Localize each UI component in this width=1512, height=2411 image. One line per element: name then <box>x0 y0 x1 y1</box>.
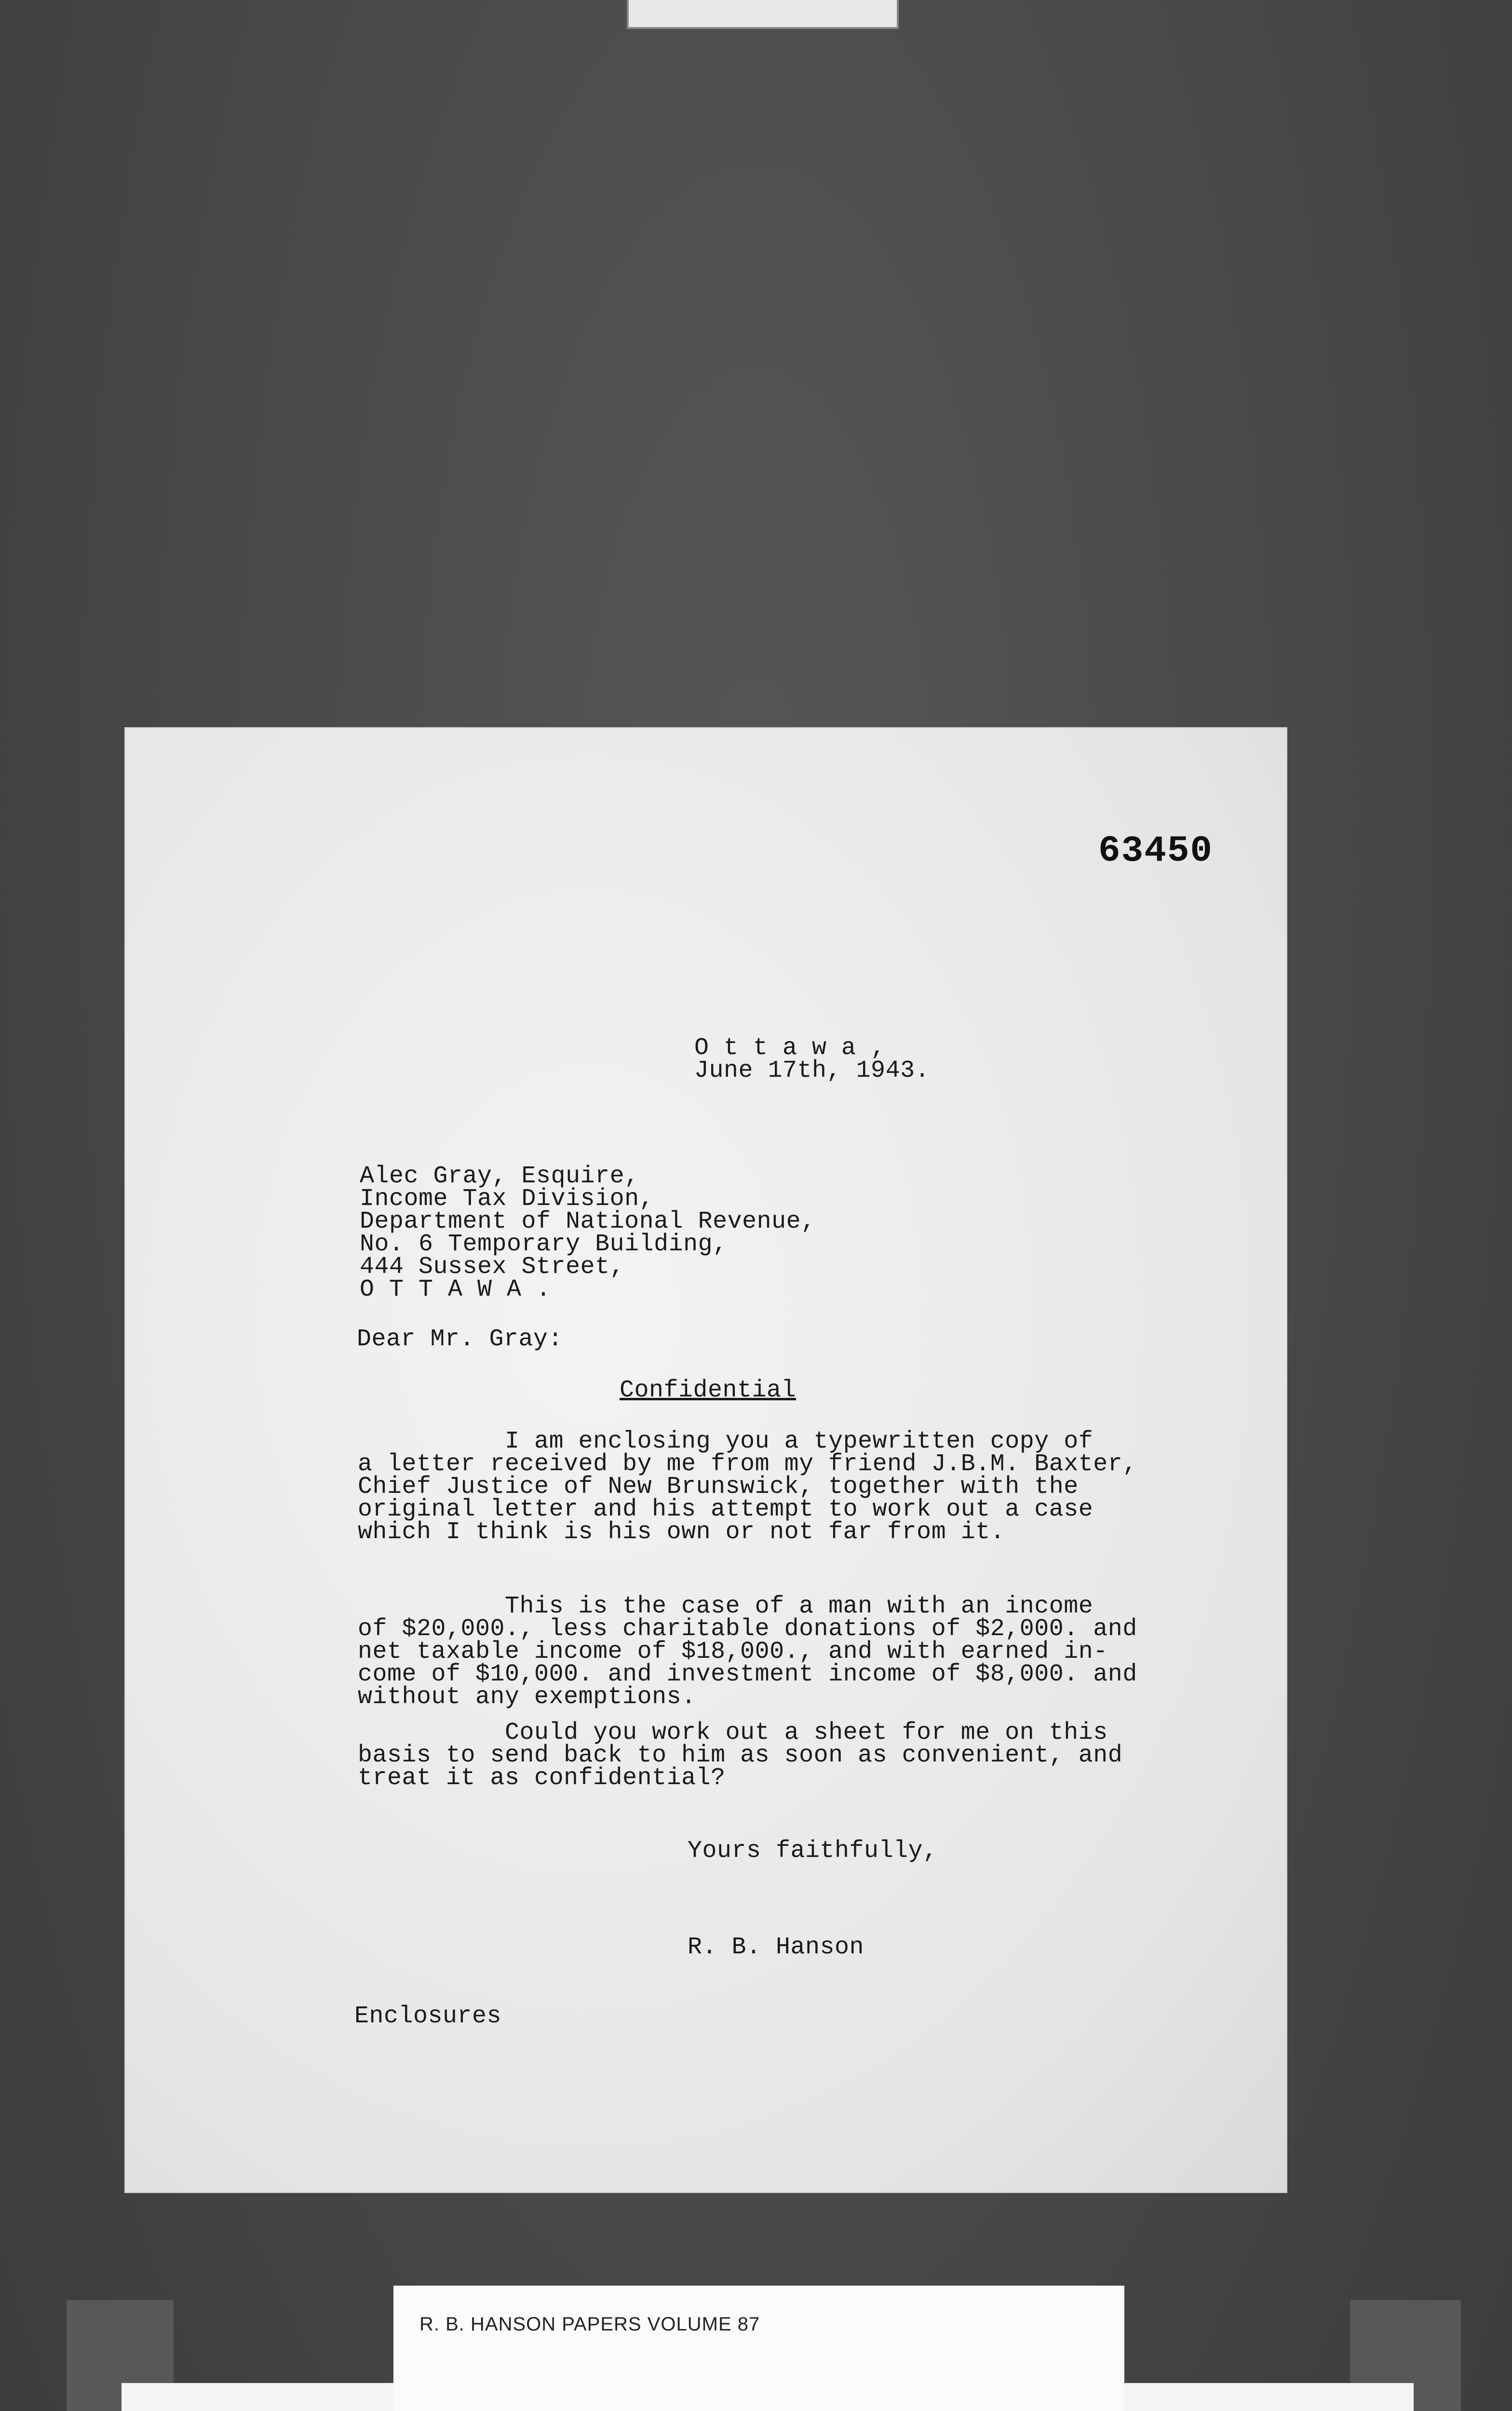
recipient-address: Alec Gray, Esquire, Income Tax Division, Department of National Revenue, No. 6 Temporary Building, 444 Sussex Street, O T T A W A . <box>360 1163 816 1303</box>
body-paragraph-3: Could you work out a sheet for me on this basis to send back to him as soon as convenient, and treat it as confidential? <box>358 1719 1123 1792</box>
place-date: O t t a w a , June 17th, 1943. <box>694 1034 930 1084</box>
collection-label <box>393 2286 1124 2411</box>
reference-number: 63450 <box>1098 830 1214 872</box>
salutation: Dear Mr. Gray: <box>357 1326 563 1353</box>
collection-label-text: R. B. HANSON PAPERS VOLUME 87 <box>419 2314 760 2335</box>
body-paragraph-2: This is the case of a man with an income of $20,000., less charitable donations of $2,000. and net taxable income of $18,000., and with earned in- come of $10,000. and investment income of $8,000. and without any exemptions. <box>358 1593 1137 1711</box>
body-paragraph-1: I am enclosing you a typewritten copy of a letter received by me from my friend J.B.M. Baxter, Chief Justice of New Brunswick, together with the original letter and his attempt to work out a case which I think is his own or not far from it. <box>358 1428 1137 1546</box>
top-mount-tab <box>627 0 899 29</box>
closing: Yours faithfully, <box>688 1837 938 1865</box>
confidential-heading: Confidential <box>620 1377 796 1404</box>
enclosures-note: Enclosures <box>354 2003 502 2030</box>
signature: R. B. Hanson <box>688 1934 864 1961</box>
